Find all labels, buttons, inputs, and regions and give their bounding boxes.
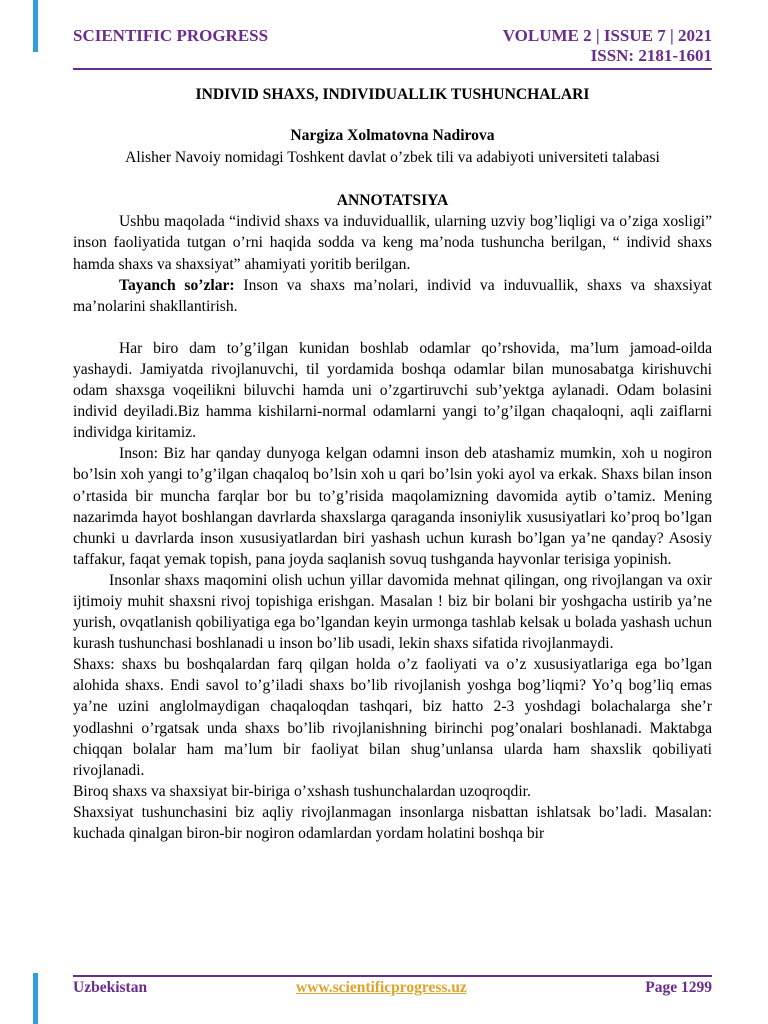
keywords-label: Tayanch so’zlar: <box>119 276 235 294</box>
footer-divider <box>73 975 712 977</box>
keywords-text: Inson va shaxs ma’nolari, individ va induvuallik, shaxs va shaxsiyat ma’nolarini shakllantirish. <box>73 276 712 315</box>
footer-accent-bar <box>33 973 38 1024</box>
journal-name: SCIENTIFIC PROGRESS <box>73 26 269 45</box>
paragraph-1: Har biro dam to’g’ilgan kunidan boshlab odamlar qo’rshovida, ma’lum jamoad-oilda yashaydi. Jamiyatda rivojlanuvchi, til yordamida boshqa odamlar bilan munosabatga kirishuvchi odam shaxsga voqeilikni biluvchi hamda uni o’zgartiruvchi sub’yektga aylanadi. Odam bolasini individ deyiladi.Biz hamma kishilarni-normal odamlarni yangi to’g’ilgan chaqaloqni, aqli zaiflarni individga kiritamiz. <box>73 339 712 442</box>
article-body <box>73 84 712 844</box>
paragraph-4: Shaxs: shaxs bu boshqalardan farq qilgan holda o’z faoliyati va o’z xususiyatlariga ega bo’lgan alohida shaxs. Endi savol to’g’iladi shaxs bo’lib rivojlanish yoshga bog’liqmi? Yo’q bog’liq emas ya’ne uzini anglolmaydigan chaqaloqdan tashqari, biz hatto 2-3 yoshdagi bolachalarga she’r yodlashni o’rgatsak unda shaxs bo’lib rivojlanishning birinchi pog’onalari boshlanadi. Maktabga chiqqan bolalar ham ma’lum bir faoliyat bilan shug’unlansa ularda ham shaxslik qobiliyati rivojlanadi. <box>73 656 712 779</box>
paragraph-6: Shaxsiyat tushunchasini biz aqliy rivojlanmagan insonlarga nisbattan ishlatsak bo’ladi. Masalan: kuchada qinalgan biron-bir nogiron odamlardan yordam holatini boshqa bir <box>73 803 712 842</box>
issue-info <box>503 26 712 66</box>
paragraph-2: Inson: Biz har qanday dunyoga kelgan odamni inson deb atashamiz mumkin, xoh u nogiron bo’lsin xoh yangi to’g’ilgan chaqaloq bo’lsin xoh u qari bo’lsin yoki ayol va erkak. Shaxs bilan inson o’rtasida bir muncha farqlar bor bu to’g’risida maqolamizning davomida aytib o’tamiz. Mening nazarimda hayot boshlangan davrlarda shaxslarga qaraganda insoniylik xususiyatlari ko’proq bo’lgan chunki u davrlarda inson xususiyatlardan biri yashash uchun kurash bo’lgan ya’ne qanday? Asosiy taffakur, faqat yemak topish, pana joyda saqlanish sovuq tushganda hayvonlar terisiga yopinish. <box>73 445 712 568</box>
paragraph-3: Insonlar shaxs maqomini olish uchun yillar davomida mehnat qilingan, ong rivojlangan va oxir ijtimoiy muhit shaxsni rivoj topishiga erishgan. Masalan ! biz bir bolani bir yoshgacha ustirib ya’ne yurish, ovqatlanish qobiliyatiga ega bo’lgandan keyin urmonga tashlab kelsak u bolada yashash uchun kurash tushunchasi boshlanadi u inson bo’lib usadi, lekin shaxs sifatida rivojlanmaydi. <box>73 571 712 653</box>
header-accent-bar <box>33 0 38 52</box>
issn: ISSN: 2181-1601 <box>590 46 712 65</box>
paragraph-5: Biroq shaxs va shaxsiyat bir-biriga o’xshash tushunchalardan uzoqroqdir. <box>73 782 531 800</box>
page-number: Page 1299 <box>645 979 712 996</box>
article-title: INDIVID SHAXS, INDIVIDUALLIK TUSHUNCHALARI <box>195 86 590 103</box>
header-divider <box>73 68 712 70</box>
annotation-text: Ushbu maqolada “individ shaxs va induviduallik, ularning uzviy bog’liqligi va o’ziga xosligi” inson faoliyatida tutgan o’rni haqida sodda va keng ma’noda tushuncha berilgan, “ individ shaxs hamda shaxs va shaxsiyat” ahamiyati yoritib berilgan. <box>73 213 712 273</box>
author-name: Nargiza Xolmatovna Nadirova <box>290 127 495 145</box>
annotation-heading: ANNOTATSIYA <box>336 192 449 210</box>
keywords <box>73 275 712 317</box>
volume-issue: VOLUME 2 | ISSUE 7 | 2021 <box>502 26 712 45</box>
spacer <box>73 317 712 338</box>
footer-country: Uzbekistan <box>73 979 148 996</box>
footer-website-link[interactable]: www.scientificprogress.uz <box>296 979 467 996</box>
author-affiliation: Alisher Navoiy nomidagi Toshkent davlat o’zbek tili va adabiyoti universiteti talabasi <box>125 149 660 167</box>
